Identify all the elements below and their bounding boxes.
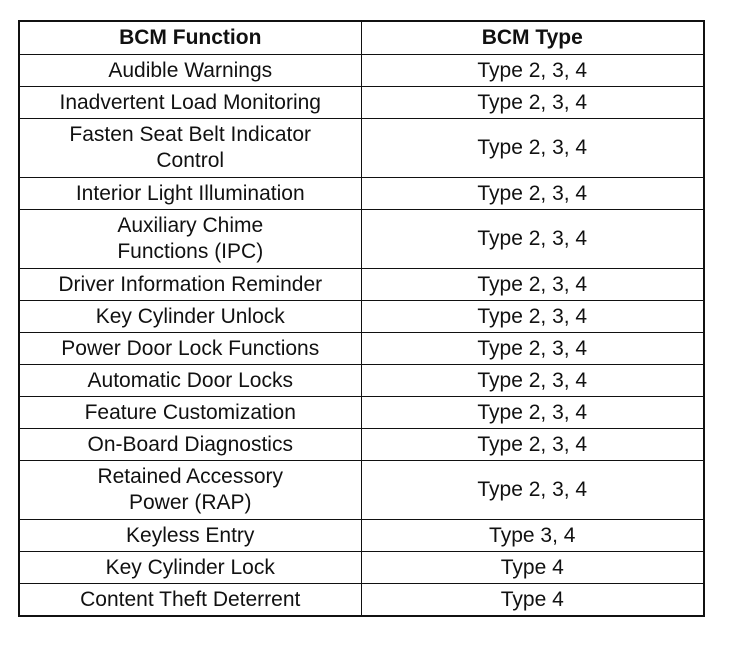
header-bcm-type: BCM Type — [361, 21, 704, 55]
type-cell: Type 2, 3, 4 — [361, 119, 704, 178]
function-cell: Power Door Lock Functions — [19, 333, 361, 365]
function-cell — [19, 461, 361, 520]
table-row — [19, 520, 704, 552]
function-cell — [19, 119, 361, 178]
function-label: Auxiliary Chime Functions (IPC) — [117, 214, 264, 263]
table-row — [19, 119, 704, 178]
type-cell: Type 2, 3, 4 — [361, 301, 704, 333]
type-cell: Type 3, 4 — [361, 520, 704, 552]
table-row — [19, 552, 704, 584]
function-cell: Feature Customization — [19, 397, 361, 429]
table-row — [19, 178, 704, 210]
function-cell: Automatic Door Locks — [19, 365, 361, 397]
header-bcm-function: BCM Function — [19, 21, 361, 55]
function-cell: Key Cylinder Lock — [19, 552, 361, 584]
table-header-row — [19, 21, 704, 55]
table-row — [19, 210, 704, 269]
table-row — [19, 301, 704, 333]
table-row — [19, 269, 704, 301]
type-cell: Type 4 — [361, 552, 704, 584]
type-cell: Type 2, 3, 4 — [361, 397, 704, 429]
type-cell: Type 2, 3, 4 — [361, 429, 704, 461]
table-row — [19, 429, 704, 461]
type-cell: Type 2, 3, 4 — [361, 333, 704, 365]
type-cell: Type 2, 3, 4 — [361, 178, 704, 210]
table-row — [19, 584, 704, 617]
type-cell: Type 2, 3, 4 — [361, 210, 704, 269]
table-row — [19, 461, 704, 520]
type-cell: Type 2, 3, 4 — [361, 365, 704, 397]
function-cell: Audible Warnings — [19, 55, 361, 87]
function-cell: Key Cylinder Unlock — [19, 301, 361, 333]
type-cell: Type 2, 3, 4 — [361, 269, 704, 301]
type-cell: Type 2, 3, 4 — [361, 461, 704, 520]
function-cell: Content Theft Deterrent — [19, 584, 361, 617]
function-label: Fasten Seat Belt Indicator Control — [69, 123, 312, 172]
function-cell: Keyless Entry — [19, 520, 361, 552]
function-label: Retained Accessory Power (RAP) — [97, 465, 284, 514]
function-cell: Inadvertent Load Monitoring — [19, 87, 361, 119]
type-cell: Type 2, 3, 4 — [361, 55, 704, 87]
function-cell: On-Board Diagnostics — [19, 429, 361, 461]
function-cell — [19, 210, 361, 269]
table-row — [19, 365, 704, 397]
table-row — [19, 55, 704, 87]
type-cell: Type 4 — [361, 584, 704, 617]
function-cell: Interior Light Illumination — [19, 178, 361, 210]
table-row — [19, 397, 704, 429]
function-cell: Driver Information Reminder — [19, 269, 361, 301]
table-row — [19, 333, 704, 365]
table-row — [19, 87, 704, 119]
type-cell: Type 2, 3, 4 — [361, 87, 704, 119]
bcm-function-table — [18, 20, 705, 617]
